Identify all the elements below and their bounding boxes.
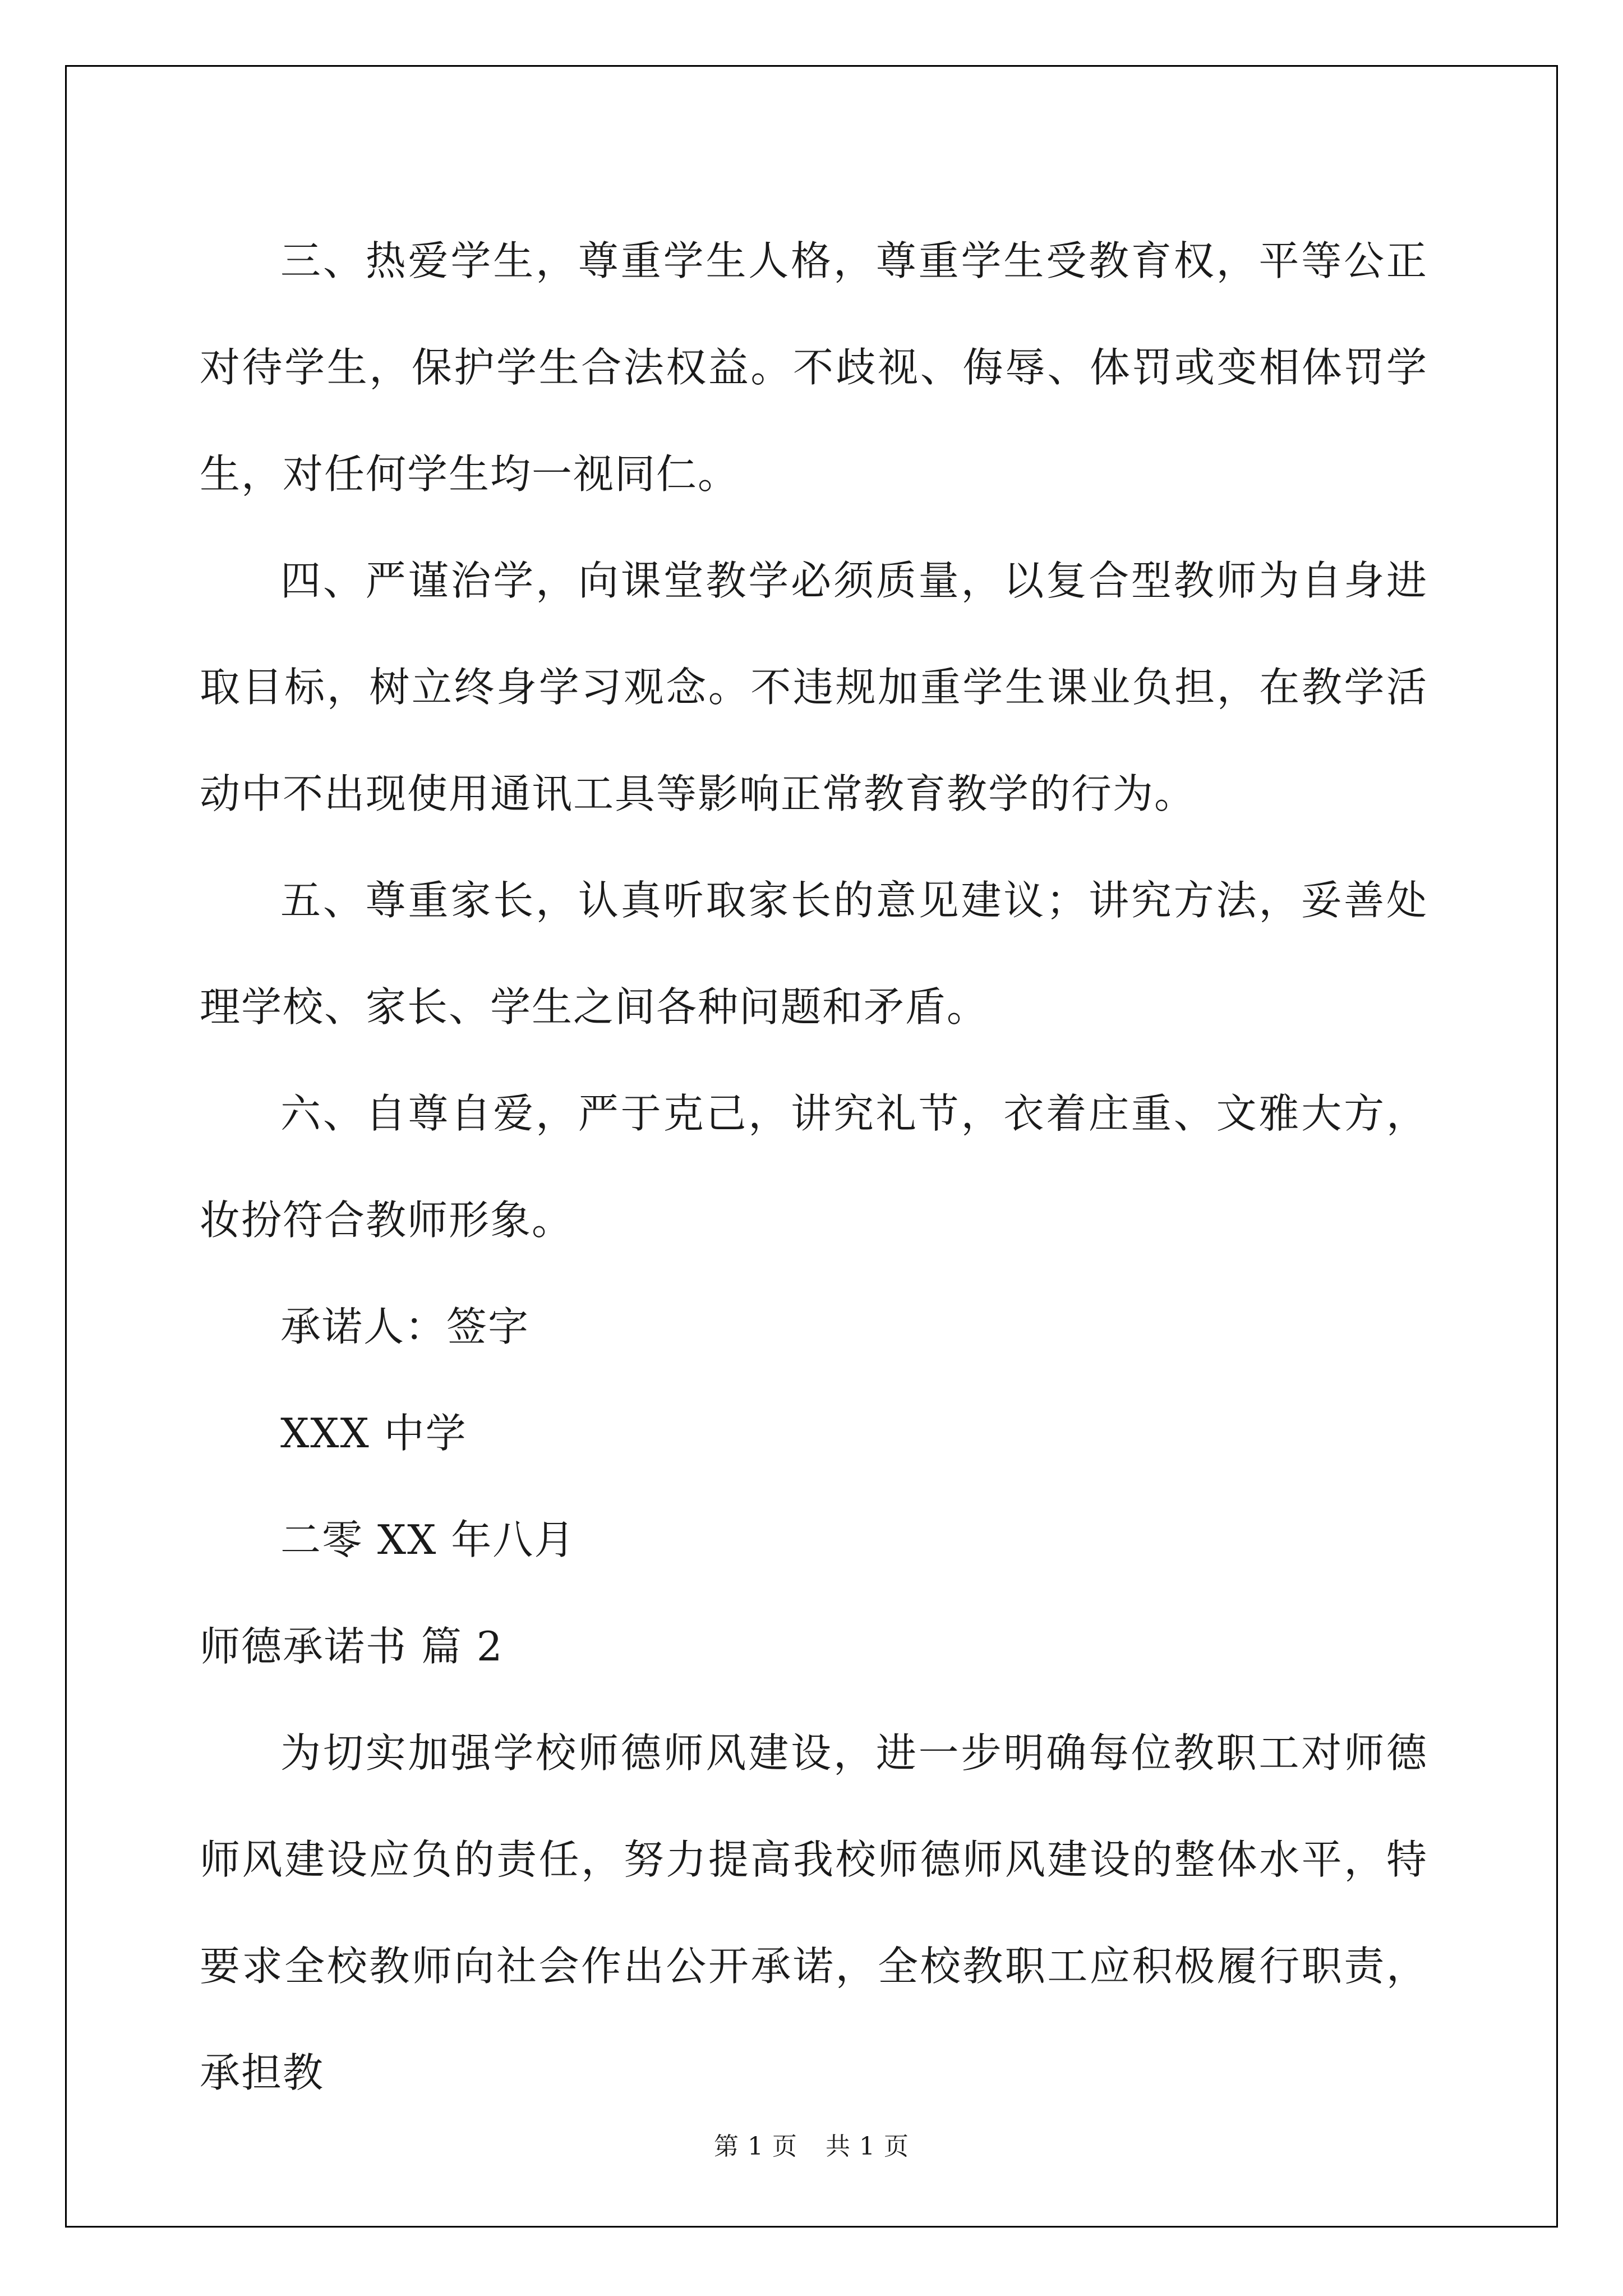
school-name: XXX 中学 [280, 1410, 467, 1457]
signature-label: 承诺人：签字 [280, 1303, 530, 1350]
section-paragraph: 为切实加强学校师德师风建设，进一步明确每位教职工对师德师风建设应负的责任，努力提高我校师德师风建设的整体水平，特要求全校教师向社会作出公开承诺，全校教职工应积极履行职责，承担教 [200, 1729, 1428, 2096]
page-total: 共 1 页 [826, 2132, 909, 2161]
paragraph-five: 五、尊重家长，认真听取家长的意见建议；讲究方法，妥善处理学校、家长、学生之间各种问题和矛盾。 [200, 877, 1428, 1030]
document-body [200, 208, 1428, 2126]
page-footer [0, 2126, 1623, 2162]
page-current: 第 1 页 [714, 2132, 797, 2161]
paragraph-six: 六、自尊自爱，严于克己，讲究礼节，衣着庄重、文雅大方，妆扮符合教师形象。 [200, 1090, 1428, 1244]
paragraph-three: 三、热爱学生，尊重学生人格，尊重学生受教育权，平等公正对待学生，保护学生合法权益。不歧视、侮辱、体罚或变相体罚学生，对任何学生均一视同仁。 [200, 237, 1428, 498]
paragraph-four: 四、严谨治学，向课堂教学必须质量，以复合型教师为自身进取目标，树立终身学习观念。不违规加重学生课业负担，在教学活动中不出现使用通讯工具等影响正常教育教学的行为。 [200, 557, 1428, 817]
document-date: 二零 XX 年八月 [280, 1516, 576, 1563]
section-title: 师德承诺书 篇 2 [200, 1623, 504, 1670]
